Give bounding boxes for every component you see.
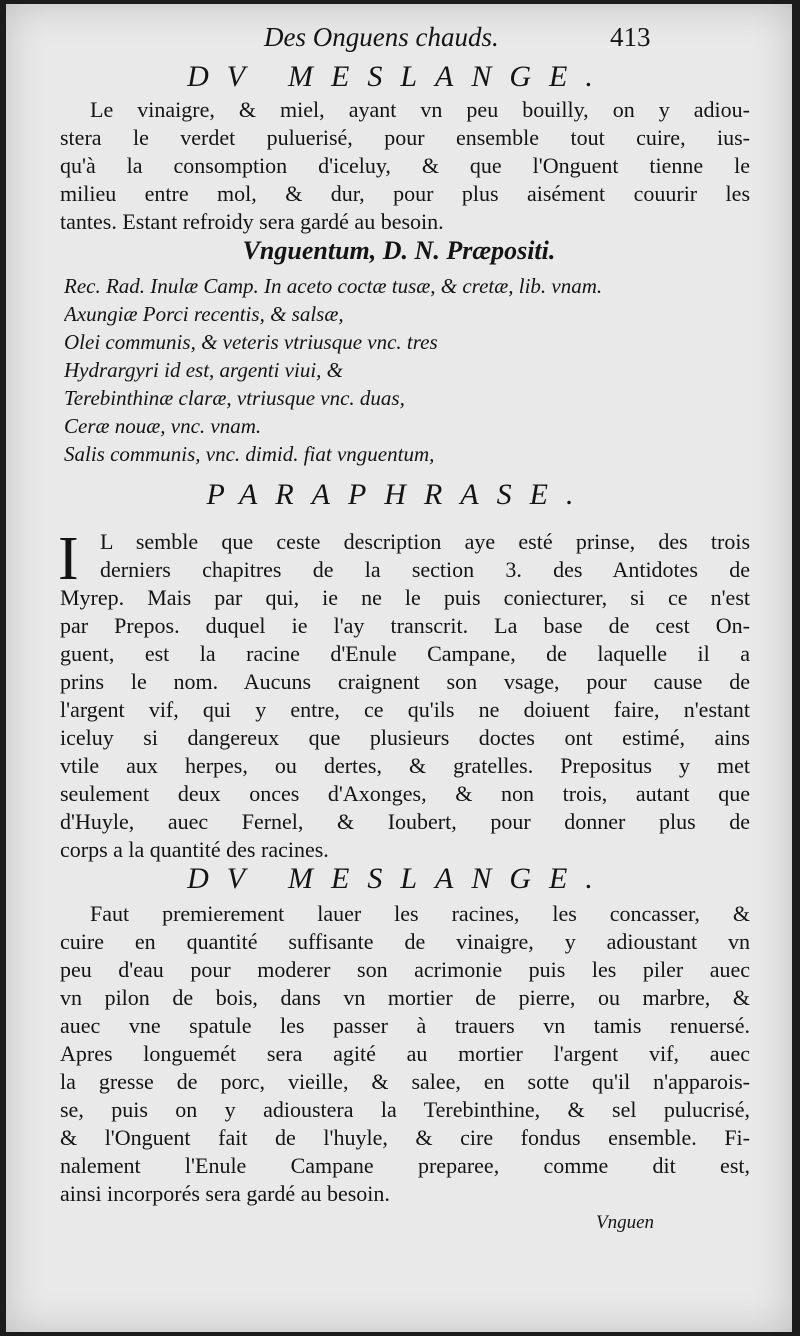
text-line: guent, est la racine d'Enule Campane, de laquelle il a [60, 641, 750, 666]
text-line: ainsi incorporés sera gardé au besoin. [60, 1181, 390, 1206]
recipe-line: Terebinthinæ claræ, vtriusque vnc. duas, [64, 386, 405, 410]
recipe-line: Axungiæ Porci recentis, & salsæ, [64, 302, 344, 326]
page-header [6, 18, 792, 58]
text-line: tantes. Estant refroidy sera gardé au besoin. [60, 209, 444, 234]
section-heading-meslange-1: DV MESLANGE. [187, 60, 611, 93]
section-heading-meslange-2: DV MESLANGE. [187, 862, 611, 895]
text-line: Faut premierement lauer les racines, les concasser, & [90, 901, 750, 926]
text-line: vn pilon de bois, dans vn mortier de pierre, ou marbre, & [60, 985, 750, 1010]
text-line: seulement deux onces d'Axonges, & non trois, autant que [60, 781, 750, 806]
recipe-line: Salis communis, vnc. dimid. fiat vnguentum, [64, 442, 435, 466]
text-line: se, puis on y adioustera la Terebinthine, & sel pulucrisé, [60, 1097, 750, 1122]
recipe-title: Vnguentum, D. N. Præpositi. [242, 236, 556, 265]
page-number: 413 [610, 22, 651, 52]
text-line: par Prepos. duquel ie l'ay transcrit. La base de cest On- [60, 613, 750, 638]
recipe-line: Hydrargyri id est, argenti viui, & [64, 358, 343, 382]
text-line: corps a la quantité des racines. [60, 837, 329, 862]
text-line: auec vne spatule les passer à trauers vn tamis renuersé. [60, 1013, 750, 1038]
text-line: peu d'eau pour moderer son acrimonie puis les piler auec [60, 957, 750, 982]
text-line: vtile aux herpes, ou dertes, & gratelles. Prepositus y met [60, 753, 750, 778]
text-line: & l'Onguent fait de l'huyle, & cire fondus ensemble. Fi- [60, 1125, 750, 1150]
running-title: Des Onguens chauds. [264, 22, 499, 52]
recipe-line: Ceræ nouæ, vnc. vnam. [64, 414, 262, 438]
text-line: Apres longuemét sera agité au mortier l'argent vif, auec [60, 1041, 750, 1066]
text-line: nalement l'Enule Campane preparee, comme dit est, [60, 1153, 750, 1178]
recipe-line: Olei communis, & veteris vtriusque vnc. tres [64, 330, 438, 354]
text-line: cuire en quantité suffisante de vinaigre, y adioustant vn [60, 929, 750, 954]
text-line: L semble que ceste description aye esté prinse, des trois [100, 529, 750, 554]
catchword: Vnguen [596, 1212, 655, 1233]
text-line: la gresse de porc, vieille, & salee, en sotte qu'il n'apparois- [60, 1069, 750, 1094]
text-line: Myrep. Mais par qui, ie ne le puis coniecturer, si ce n'est [60, 585, 750, 610]
text-line: l'argent vif, qui y entre, ce qu'ils ne doiuent faire, n'estant [60, 697, 750, 722]
text-line: prins le nom. Aucuns craignent son vsage, pour cause de [60, 669, 750, 694]
section-heading-paraphrase: PARAPHRASE. [206, 478, 592, 511]
text-line: stera le verdet puluerisé, pour ensemble tout cuire, ius- [60, 125, 750, 150]
book-page [6, 4, 792, 1332]
text-line: iceluy si dangereux que plusieurs doctes ont estimé, ains [60, 725, 750, 750]
text-line: d'Huyle, auec Fernel, & Ioubert, pour donner plus de [60, 809, 750, 834]
text-line: derniers chapitres de la section 3. des Antidotes de [100, 557, 750, 582]
text-line: Le vinaigre, & miel, ayant vn peu bouilly, on y adiou- [90, 97, 750, 122]
text-line: milieu entre mol, & dur, pour plus aisément couurir les [60, 181, 750, 206]
drop-cap: I [58, 525, 79, 593]
text-line: qu'à la consomption d'iceluy, & que l'Onguent tienne le [60, 153, 750, 178]
recipe-line: Rec. Rad. Inulæ Camp. In aceto coctæ tusæ, & cretæ, lib. vnam. [64, 274, 603, 298]
